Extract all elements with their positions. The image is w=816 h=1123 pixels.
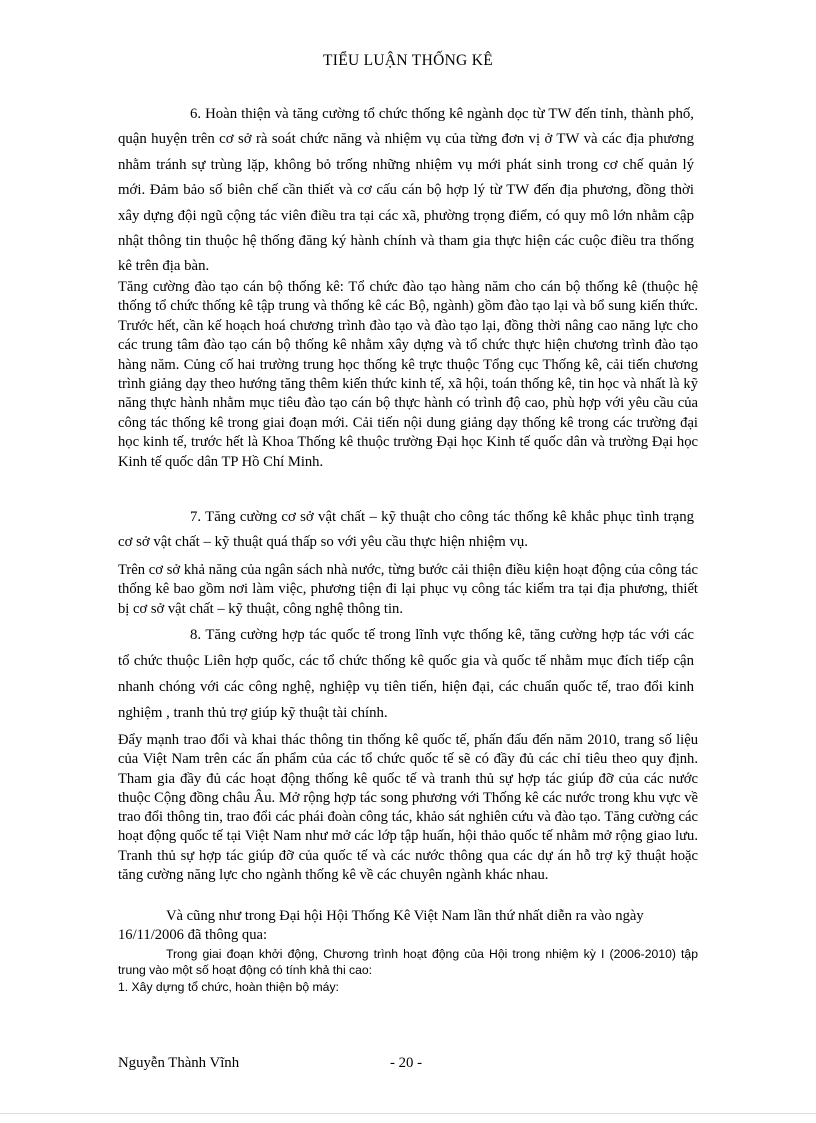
paragraph-item-7: 7. Tăng cường cơ sở vật chất – kỹ thuật cho công tác thống kê khắc phục tình trạng cơ sở vật chất – kỹ thuật quá thấp so với yêu cầu thực hiện nhiệm vụ.	[118, 509, 694, 551]
list-item-1: 1. Xây dựng tổ chức, hoàn thiện bộ máy:	[118, 980, 339, 994]
footer-divider	[0, 1113, 816, 1114]
footer-page-number: - 20 -	[390, 1055, 423, 1071]
page-header-title: TIỂU LUẬN THỐNG KÊ	[323, 52, 493, 69]
paragraph-exchange: Đẩy mạnh trao đổi và khai thác thông tin thống kê quốc tế, phấn đấu đến năm 2010, trang số liệu của Việt Nam trên các ấn phẩm của các tổ chức quốc tế sẽ có đầy đủ các chỉ tiêu theo quy định. Tham gia đầy đủ các hoạt động thống kê quốc tế và tranh thủ sự hợp tác giúp đỡ của các nước thuộc Cộng đồng châu Âu. Mở rộng hợp tác song phương với Thống kê các nước trong khu vực về trao đổi thông tin, trao đổi các phái đoàn công tác, khảo sát nghiên cứu và đào tạo. Tăng cường các hoạt động quốc tế tại Việt Nam như mở các lớp tập huấn, hội thảo quốc tế nhằm mở rộng giao lưu. Tranh thủ sự hợp tác giúp đỡ của quốc tế và các nước thông qua các dự án hỗ trợ kỹ thuật hoặc tăng cường năng lực cho ngành thống kê về các chuyên ngành khác nhau.	[118, 732, 698, 884]
paragraph-training: Tăng cường đào tạo cán bộ thống kê: Tổ chức đào tạo hàng năm cho cán bộ thống kê (thuộc hệ thống tổ chức thống kê tập trung và thống kê các Bộ, ngành) gồm đào tạo lại và bổ sung kiến thức. Trước hết, cần kế hoạch hoá chương trình đào tạo và đào tạo lại, đồng thời nâng cao năng lực cho các trung tâm đào tạo cán bộ thống kê nhằm xây dựng và tổ chức thực hiện chương trình đào tạo hàng năm. Củng cố hai trường trung học thống kê trực thuộc Tổng cục Thống kê, cải tiến chương trình giảng dạy theo hướng tăng thêm kiến thức kinh tế, xã hội, toán thống kê, tin học và nhất là kỹ năng thực hành nhằm mục tiêu đào tạo cán bộ thực hành có trình độ cao, phù hợp với yêu cầu của công tác thống kê trong giai đoạn mới. Cải tiến nội dung giảng dạy thống kê trong các trường đại học kinh tế, trước hết là Khoa Thống kê thuộc trường Đại học Kinh tế quốc dân và trường Đại học Kinh tế quốc dân TP Hồ Chí Minh.	[118, 279, 698, 470]
paragraph-budget: Trên cơ sở khả năng của ngân sách nhà nước, từng bước cải thiện điều kiện hoạt động của công tác thống kê bao gồm nơi làm việc, phương tiện đi lại phục vụ công tác kiểm tra tại địa phương, thiết bị cơ sở vật chất – kỹ thuật, công nghệ thông tin.	[118, 562, 698, 617]
paragraph-item-6: 6. Hoàn thiện và tăng cường tổ chức thống kê ngành dọc từ TW đến tỉnh, thành phố, quận huyện trên cơ sở rà soát chức năng và nhiệm vụ của từng đơn vị ở TW và các địa phương nhằm tránh sự trùng lặp, không bỏ trống những nhiệm vụ mới phát sinh trong cơ chế quản lý mới. Đảm bảo số biên chế cần thiết và cơ cấu cán bộ hợp lý từ TW đến địa phương, đồng thời xây dựng đội ngũ cộng tác viên điều tra tại các xã, phường trọng điểm, có quy mô lớn nhằm cập nhật thông tin thuộc hệ thống đăng ký hành chính và tham gia thực hiện các cuộc điều tra thống kê trên địa bàn.	[118, 106, 694, 275]
paragraph-congress: Và cũng như trong Đại hội Hội Thống Kê Việt Nam lần thứ nhất diễn ra vào ngày 16/11/2006 đã thông qua:	[118, 908, 644, 944]
paragraph-startup: Trong giai đoạn khởi động, Chương trình hoạt động của Hội trong nhiệm kỳ I (2006-2010) tập trung vào một số hoạt động có tính khả thi cao:	[118, 947, 698, 978]
paragraph-item-8: 8. Tăng cường hợp tác quốc tế trong lĩnh vực thống kê, tăng cường hợp tác với các tổ chức thuộc Liên hợp quốc, các tổ chức thống kê quốc gia và quốc tế nhằm mục đích tiếp cận nhanh chóng với các công nghệ, nghiệp vụ tiên tiến, hiện đại, các chuẩn quốc tế, trao đổi kinh nghiệm , tranh thủ trợ giúp kỹ thuật tài chính.	[118, 627, 694, 721]
footer-author: Nguyễn Thành Vĩnh	[118, 1055, 240, 1071]
